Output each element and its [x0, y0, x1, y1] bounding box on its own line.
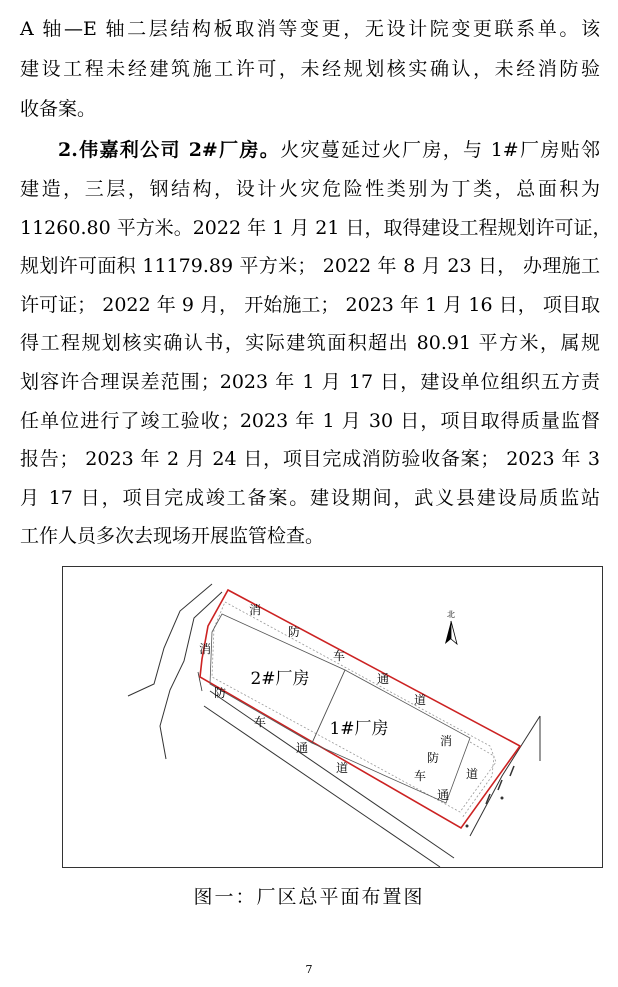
road-char: 防 — [287, 625, 301, 639]
road-char: 消 — [248, 603, 262, 617]
road-char: 消 — [439, 734, 453, 748]
road-char: 道 — [413, 693, 427, 707]
paragraph-2-line-10: 月 17 日，项目完成竣工备案。建设期间，武义县建设局质监站 — [20, 487, 600, 509]
figure-frame — [63, 567, 603, 868]
paragraph-2-line-4: 规划许可面积 11179.89 平方米； 2022 年 8 月 23 日， 办理施工 — [20, 255, 600, 277]
paragraph-2-heading: 2.伟嘉利公司 2#厂房。 — [58, 139, 281, 161]
site-plan-figure — [62, 566, 603, 868]
road-char: 通 — [436, 788, 450, 802]
terrain-line — [470, 716, 540, 836]
north-label: 北 — [447, 610, 455, 619]
paragraph-2-line-2: 建造，三层，钢结构，设计火灾危险性类别为丁类，总面积为 — [20, 178, 600, 200]
road-char: 防 — [426, 751, 440, 765]
paragraph-2-line-5: 许可证； 2022 年 9 月， 开始施工； 2023 年 1 月 16 日， 项目取 — [20, 294, 600, 316]
paragraph-2-line-9: 报告； 2023 年 2 月 24 日，项目完成消防验收备案； 2023 年 3 — [20, 448, 600, 470]
paragraph-2-line-3: 11260.80 平方米。2022 年 1 月 21 日，取得建设工程规划许可证， — [20, 217, 612, 239]
road-char: 车 — [413, 769, 427, 783]
road-line — [204, 706, 440, 867]
paragraph-2-line-6: 得工程规划核实确认书，实际建筑面积超出 80.91 平方米，属规 — [20, 332, 600, 354]
paragraph-2-line-11: 工作人员多次去现场开展监管检查。 — [20, 525, 325, 547]
tick-mark — [510, 766, 514, 776]
paragraph-1-line-3: 收备案。 — [20, 98, 97, 120]
site-dot — [466, 825, 469, 828]
site-dot — [501, 797, 504, 800]
road-char: 道 — [335, 761, 349, 775]
paragraph-2-first-line-text: 火灾蔓延过火厂房，与 1#厂房贴邻 — [280, 139, 600, 161]
road-char: 通 — [376, 672, 390, 686]
road-char: 防 — [213, 686, 227, 700]
paragraph-2-line-7: 划容许合理误差范围；2023 年 1 月 17 日，建设单位组织五方责 — [20, 371, 600, 393]
road-char: 通 — [295, 741, 309, 755]
building-2-label: 2#厂房 — [250, 669, 310, 689]
north-arrow-icon — [445, 621, 457, 644]
road-char: 消 — [198, 642, 212, 656]
building-1-label: 1#厂房 — [329, 719, 389, 739]
road-char: 道 — [465, 767, 479, 781]
paragraph-1-line-1: A 轴—E 轴二层结构板取消等变更，无设计院变更联系单。该 — [20, 18, 600, 40]
road-char: 车 — [253, 715, 267, 729]
paragraph-1-line-2: 建设工程未经建筑施工许可，未经规划核实确认，未经消防验 — [20, 58, 600, 80]
page-number: 7 — [305, 963, 313, 976]
paragraph-2-line-8: 任单位进行了竣工验收；2023 年 1 月 30 日，项目取得质量监督 — [20, 410, 600, 432]
figure-caption: 图一：厂区总平面布置图 — [193, 886, 425, 908]
road-char: 车 — [332, 649, 346, 663]
paragraph-2-line-1 — [58, 135, 600, 165]
